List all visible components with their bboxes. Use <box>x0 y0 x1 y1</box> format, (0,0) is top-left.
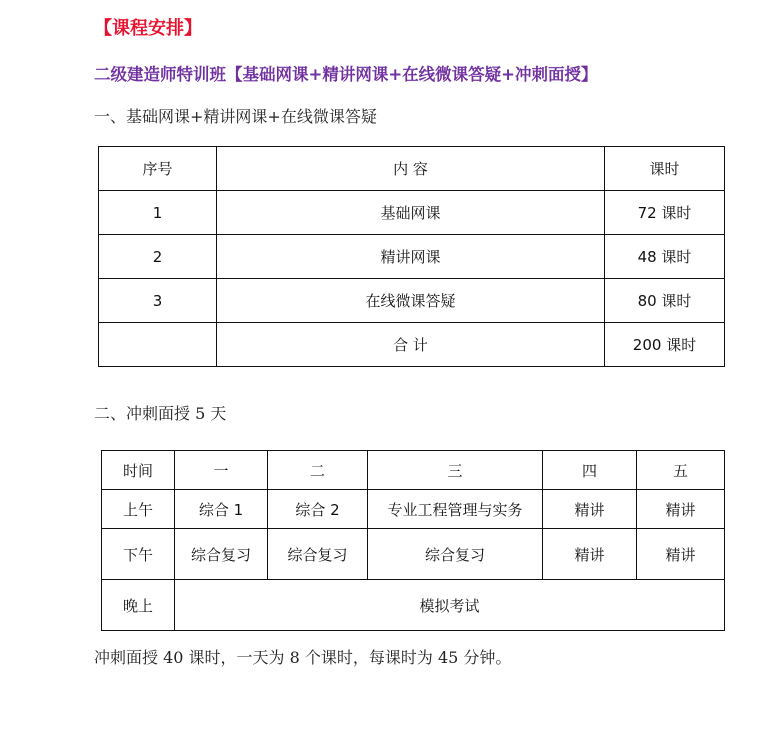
table-cell: 精讲 <box>543 490 637 529</box>
header-cell: 一 <box>175 451 268 490</box>
table-cell: 晚上 <box>102 580 175 631</box>
table-cell: 下午 <box>102 529 175 580</box>
header-cell: 五 <box>637 451 725 490</box>
table-row <box>99 279 725 323</box>
table-row <box>102 529 725 580</box>
table-cell: 精讲网课 <box>217 235 605 279</box>
header-cell: 课时 <box>605 147 725 191</box>
table-cell <box>99 323 217 367</box>
table-cell: 72 课时 <box>605 191 725 235</box>
table-cell: 综合复习 <box>268 529 368 580</box>
table-cell: 模拟考试 <box>175 580 725 631</box>
table-cell: 精讲 <box>637 529 725 580</box>
section-2-title: 二、冲刺面授 5 天 <box>94 404 227 423</box>
header-cell: 三 <box>368 451 543 490</box>
table-cell: 综合 2 <box>268 490 368 529</box>
table-cell: 48 课时 <box>605 235 725 279</box>
course-title: 二级建造师特训班【基础网课+精讲网课+在线微课答疑+冲刺面授】 <box>94 65 598 84</box>
table-cell: 专业工程管理与实务 <box>368 490 543 529</box>
table-header-row <box>102 451 725 490</box>
table-row <box>102 490 725 529</box>
table-header-row <box>99 147 725 191</box>
header-cell: 四 <box>543 451 637 490</box>
table-cell: 2 <box>99 235 217 279</box>
table-cell: 上午 <box>102 490 175 529</box>
course-schedule-heading: 【课程安排】 <box>94 18 202 39</box>
section-1-title: 一、基础网课+精讲网课+在线微课答疑 <box>94 107 377 126</box>
table-cell: 精讲 <box>637 490 725 529</box>
header-cell: 时间 <box>102 451 175 490</box>
table-cell: 综合复习 <box>175 529 268 580</box>
table-cell: 80 课时 <box>605 279 725 323</box>
table-cell: 在线微课答疑 <box>217 279 605 323</box>
table-cell: 精讲 <box>543 529 637 580</box>
table-cell: 综合复习 <box>368 529 543 580</box>
table-row <box>99 191 725 235</box>
table-cell: 3 <box>99 279 217 323</box>
table-total-row <box>99 323 725 367</box>
footnote: 冲刺面授 40 课时，一天为 8 个课时，每课时为 45 分钟。 <box>94 648 512 667</box>
table-row <box>102 580 725 631</box>
table-cell: 基础网课 <box>217 191 605 235</box>
table-cell: 综合 1 <box>175 490 268 529</box>
online-course-table <box>98 146 725 367</box>
table-cell: 合 计 <box>217 323 605 367</box>
sprint-schedule-table <box>101 450 725 631</box>
header-cell: 二 <box>268 451 368 490</box>
table-cell: 200 课时 <box>605 323 725 367</box>
table-cell: 1 <box>99 191 217 235</box>
header-cell: 内 容 <box>217 147 605 191</box>
table-row <box>99 235 725 279</box>
header-cell: 序号 <box>99 147 217 191</box>
